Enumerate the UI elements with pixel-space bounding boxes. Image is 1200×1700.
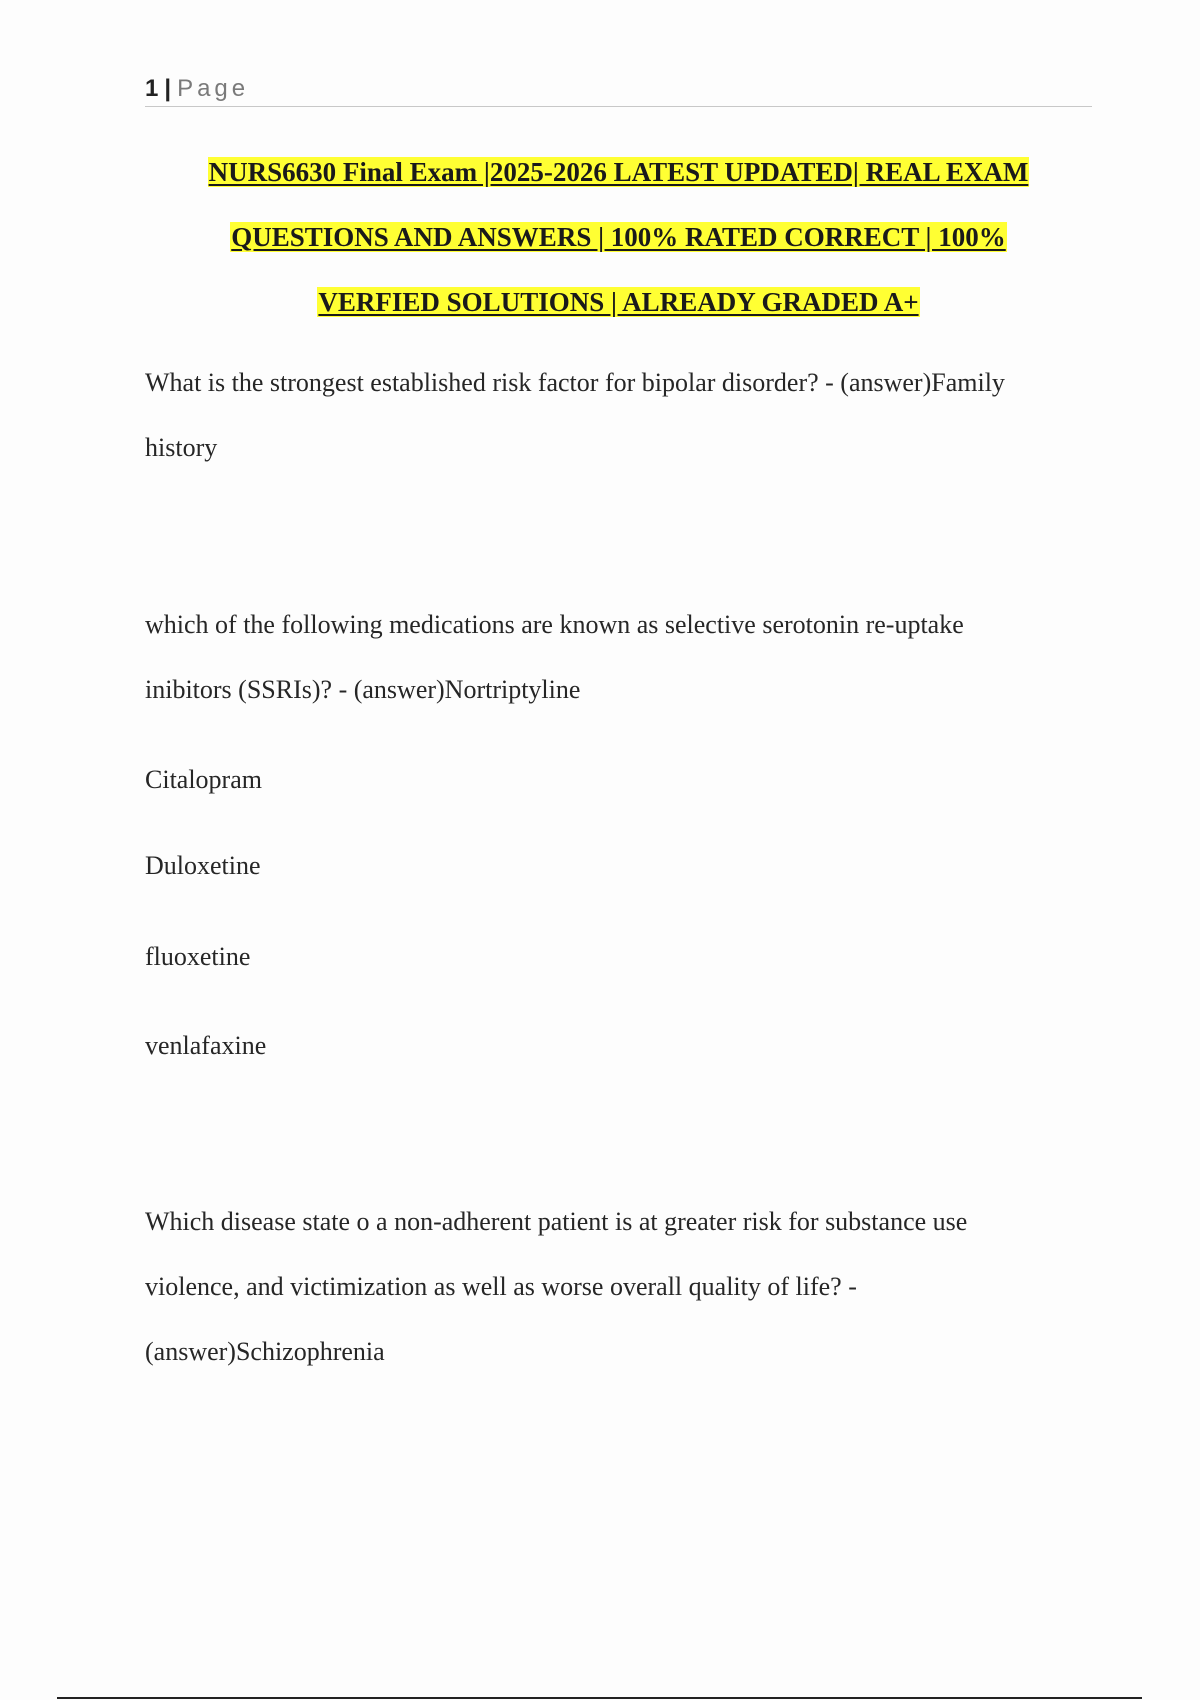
question-1 bbox=[145, 350, 1092, 480]
document-title bbox=[145, 140, 1092, 335]
question-2-option bbox=[145, 1013, 1092, 1078]
question-2 bbox=[145, 592, 1092, 722]
page-header bbox=[145, 72, 1092, 107]
bottom-divider bbox=[57, 1697, 1142, 1699]
title-line-2: QUESTIONS AND ANSWERS | 100% RATED CORRECT | 100% bbox=[231, 222, 1006, 252]
page-number: 1 bbox=[145, 75, 159, 102]
question-1-line-2: history bbox=[145, 433, 218, 462]
option-citalopram: Citalopram bbox=[145, 765, 262, 794]
question-3-line-2: violence, and victimization as well as worse overall quality of life? - bbox=[145, 1272, 857, 1301]
question-3 bbox=[145, 1189, 1092, 1384]
option-venlafaxine: venlafaxine bbox=[145, 1031, 267, 1060]
title-line-1: NURS6630 Final Exam |2025-2026 LATEST UPDATED| REAL EXAM bbox=[208, 157, 1029, 187]
question-2-option bbox=[145, 924, 1092, 989]
title-line-3: VERFIED SOLUTIONS | ALREADY GRADED A+ bbox=[318, 287, 919, 317]
question-2-option bbox=[145, 747, 1092, 812]
question-2-line-2: inibitors (SSRIs)? - (answer)Nortriptyline bbox=[145, 675, 581, 704]
question-3-line-1: Which disease state o a non-adherent patient is at greater risk for substance use bbox=[145, 1207, 968, 1236]
question-3-line-3: (answer)Schizophrenia bbox=[145, 1337, 385, 1366]
question-1-line-1: What is the strongest established risk factor for bipolar disorder? - (answer)Family bbox=[145, 368, 1005, 397]
question-2-line-1: which of the following medications are known as selective serotonin re-uptake bbox=[145, 610, 964, 639]
question-2-option bbox=[145, 833, 1092, 898]
page-separator: | bbox=[164, 75, 172, 102]
option-duloxetine: Duloxetine bbox=[145, 851, 261, 880]
option-fluoxetine: fluoxetine bbox=[145, 942, 251, 971]
page-label: Page bbox=[177, 75, 250, 102]
